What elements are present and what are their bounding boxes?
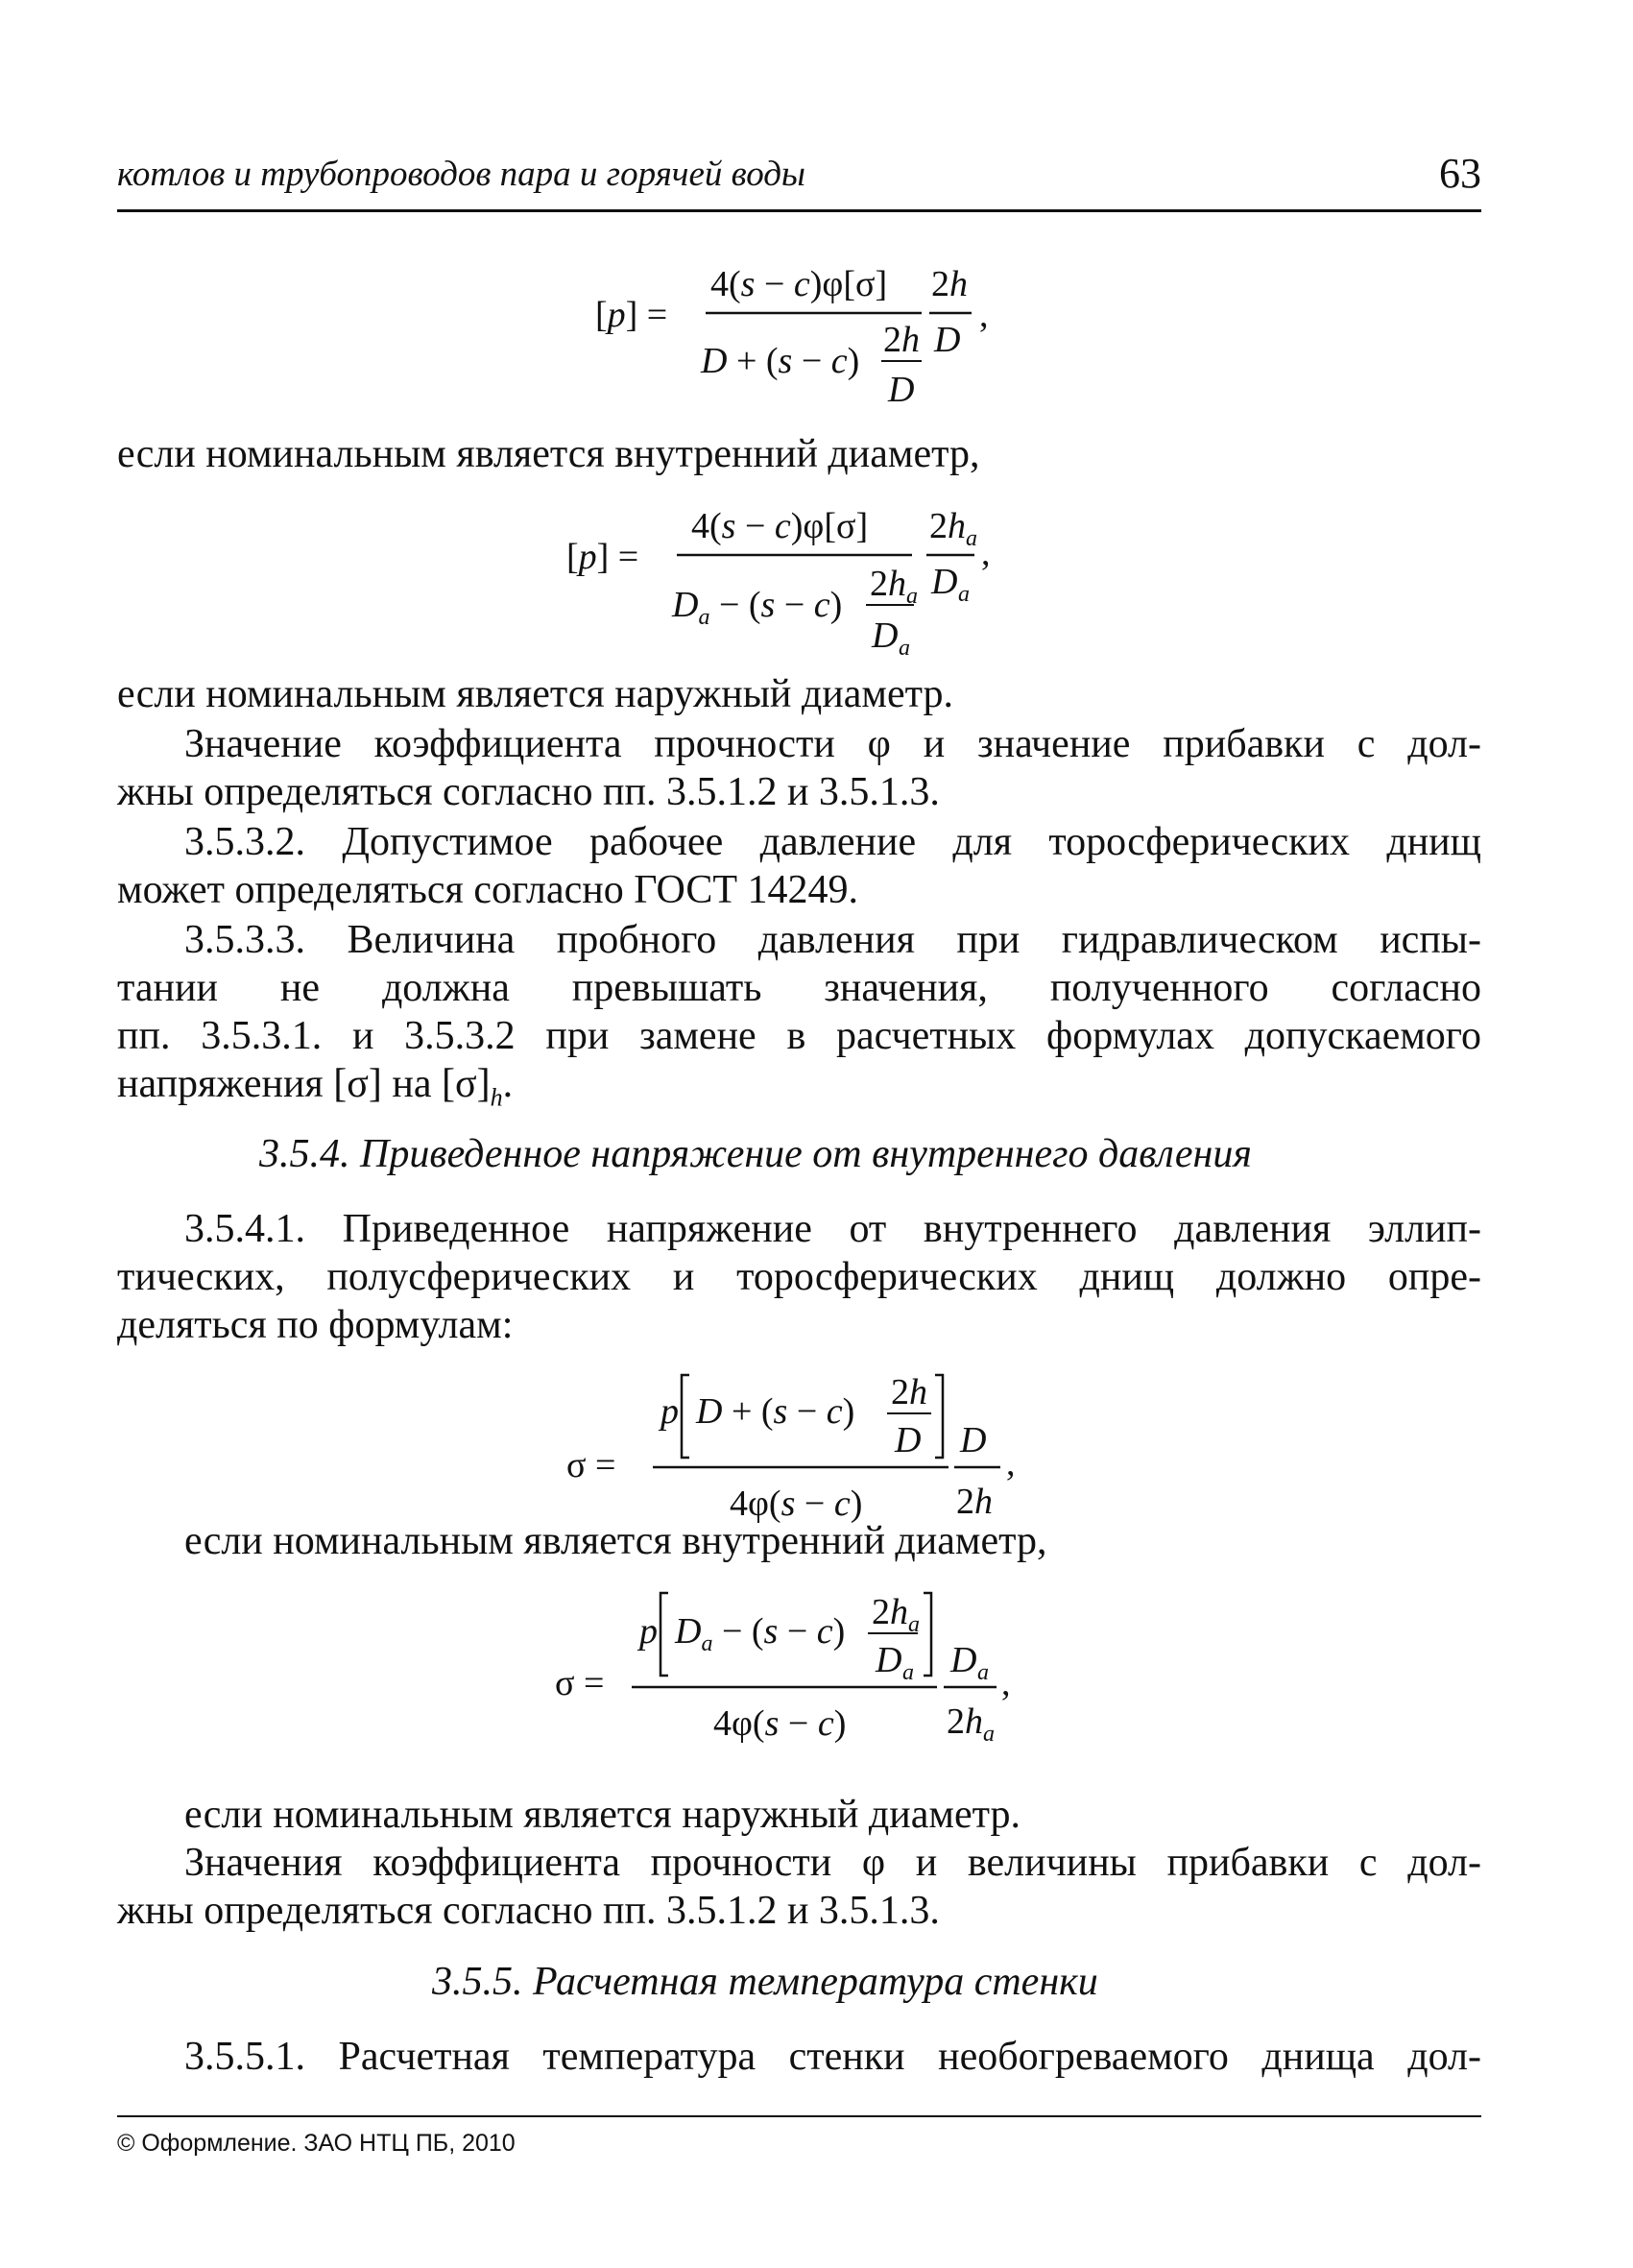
svg-text:a: a <box>977 1660 989 1685</box>
text-line: если номинальным является внутренний диаметр, <box>184 1519 1047 1563</box>
svg-text:2h: 2h <box>883 320 920 360</box>
running-header: котлов и трубопроводов пара и горячей воды <box>117 155 805 194</box>
svg-text:Da − (s − c): $D_a - (s - c)$ <box>675 1611 846 1656</box>
formula-1 <box>595 257 1037 421</box>
svg-text:a: a <box>958 582 970 607</box>
section-heading: 3.5.5. Расчетная температура стенки <box>432 1960 1098 2004</box>
svg-text:D: D <box>931 562 958 602</box>
text-line: 3.5.3.3. Величина пробного давления при гидравлическом испы- <box>184 918 1481 962</box>
text-line-main: напряжения [σ] на [σ] <box>117 1062 491 1106</box>
text-line: тических, полусферических и торосферических днищ должно опре- <box>117 1255 1481 1299</box>
svg-text:σ =: σ = <box>555 1663 605 1703</box>
svg-text:,: , <box>979 295 989 335</box>
svg-text:,: , <box>1006 1443 1016 1484</box>
text-line: 3.5.3.2. Допустимое рабочее давление для торосферических днищ <box>184 820 1481 864</box>
svg-text:[p] =: [p] = <box>566 537 639 577</box>
text-line: если номинальным является внутренний диаметр, <box>117 432 980 476</box>
svg-text:,: , <box>1001 1663 1011 1703</box>
footer-copyright: © Оформление. ЗАО НТЦ ПБ, 2010 <box>117 2130 516 2157</box>
svg-text:D + (s − c): D + (s − c) <box>701 341 860 381</box>
svg-text:D: D <box>888 370 915 410</box>
svg-text:2ha: $2h_a$ <box>872 1592 920 1637</box>
svg-text:σ =: σ = <box>566 1445 616 1485</box>
text-line: пп. 3.5.3.1. и 3.5.3.2 при замене в расчетных формулах допускаемого <box>117 1014 1481 1058</box>
text-line: деляться по формулам: <box>117 1303 514 1347</box>
svg-text:4φ(s − c): 4φ(s − c) <box>713 1703 847 1744</box>
svg-text:Da − (s − c): $D_a - (s - c)$ <box>672 585 843 630</box>
text-line: жны определяться согласно пп. 3.5.1.2 и 3.5.1.3. <box>117 770 940 814</box>
svg-text:a: a <box>902 1660 914 1685</box>
svg-text:D: D <box>934 320 961 360</box>
text-line: 3.5.5.1. Расчетная температура стенки необогреваемого днища дол- <box>184 2035 1481 2079</box>
svg-text:2h: 2h <box>956 1482 993 1522</box>
text-line: если номинальным является наружный диаметр. <box>117 672 953 716</box>
svg-text:2ha: $2h_a$ <box>947 1701 995 1747</box>
text-line: тании не должна превышать значения, полученного согласно <box>117 966 1481 1010</box>
text-line: Значение коэффициента прочности φ и значение прибавки c дол- <box>184 722 1481 766</box>
svg-text:D: D <box>895 1420 922 1460</box>
svg-text:D + (s − c): D + (s − c) <box>696 1391 855 1432</box>
svg-text:D: D <box>872 615 899 656</box>
footer-rule <box>117 2115 1481 2117</box>
svg-text:2ha: $2h_a$ <box>929 506 977 551</box>
text-line <box>117 1060 513 1122</box>
svg-text:p: p <box>639 1611 658 1652</box>
formula-3 <box>566 1362 1046 1539</box>
svg-text:D: D <box>876 1640 902 1680</box>
section-heading: 3.5.4. Приведенное напряжение от внутреннего давления <box>259 1132 1252 1176</box>
text-line: если номинальным является наружный диаметр. <box>184 1793 1021 1837</box>
svg-text:D: D <box>960 1420 987 1460</box>
text-line-end: . <box>502 1062 514 1106</box>
svg-text:[p] =: [p] = <box>595 295 668 335</box>
header-rule <box>117 209 1481 212</box>
svg-text:2h: 2h <box>931 264 968 304</box>
text-line: 3.5.4.1. Приведенное напряжение от внутреннего давления эллип- <box>184 1207 1481 1251</box>
page-number: 63 <box>1439 150 1481 197</box>
svg-text:D: D <box>950 1640 977 1680</box>
svg-text:4(s − c)φ[σ]: 4(s − c)φ[σ] <box>710 264 888 304</box>
svg-text:p: p <box>660 1391 679 1432</box>
formula-2 <box>566 499 1046 672</box>
svg-text:,: , <box>981 533 991 573</box>
svg-text:4(s − c)φ[σ]: 4(s − c)φ[σ] <box>691 506 869 546</box>
text-line: может определяться согласно ГОСТ 14249. <box>117 868 859 912</box>
svg-text:2ha: $2h_a$ <box>870 564 918 609</box>
svg-text:a: a <box>899 636 910 661</box>
text-line: Значения коэффициента прочности φ и величины прибавки c дол- <box>184 1841 1481 1885</box>
text-line: жны определяться согласно пп. 3.5.1.2 и 3.5.1.3. <box>117 1889 940 1933</box>
svg-text:4φ(s − c): 4φ(s − c) <box>730 1484 863 1524</box>
formula-4 <box>555 1580 1054 1767</box>
svg-text:2h: 2h <box>891 1372 927 1412</box>
subscript: h <box>490 1083 503 1112</box>
